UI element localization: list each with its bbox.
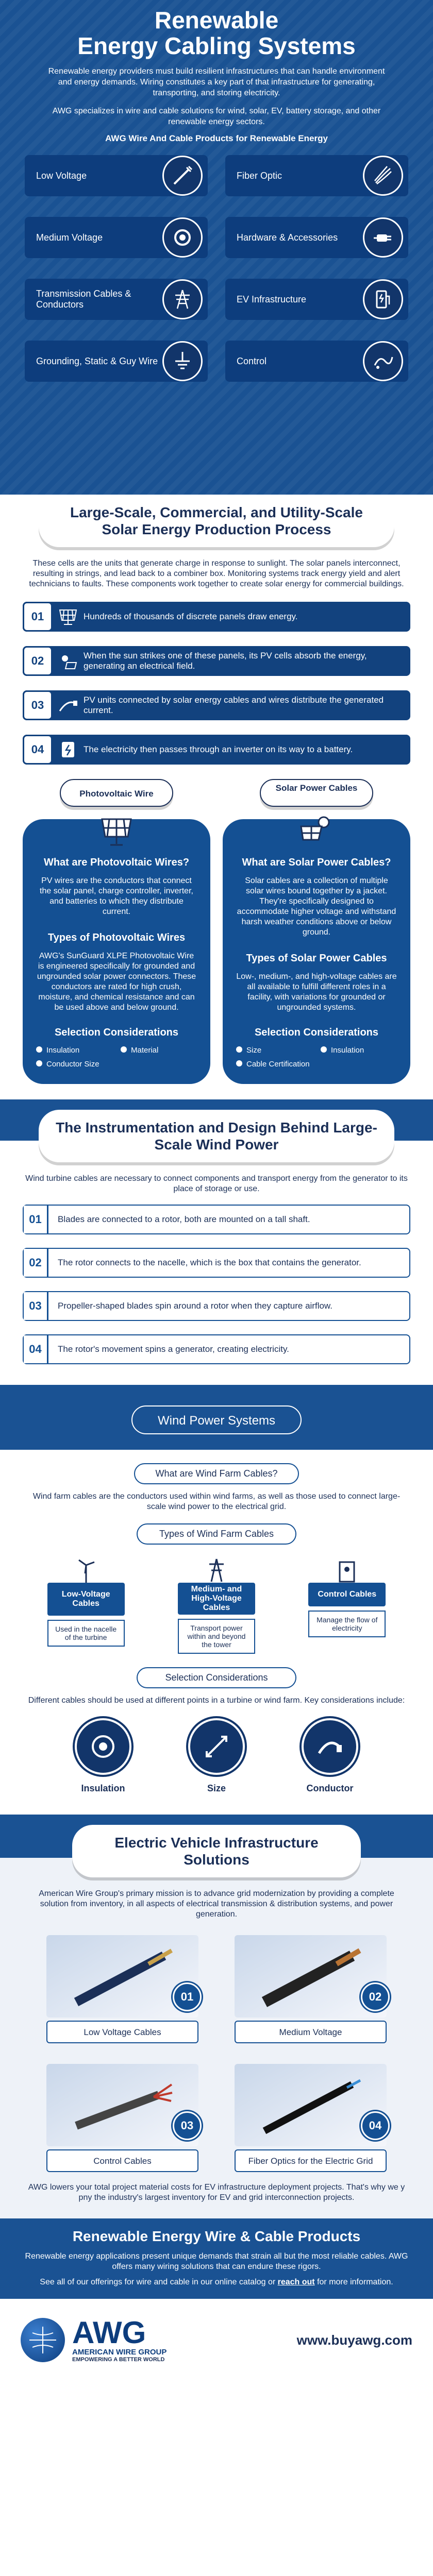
product-transmission[interactable]: Transmission Cables & Conductors [25, 279, 208, 320]
tower-icon [162, 279, 203, 319]
globe-icon [21, 2318, 65, 2362]
plug-icon [363, 217, 403, 258]
product-fiber-optic[interactable]: Fiber Optic [225, 155, 408, 196]
wind-intro: Wind turbine cables are necessary to connect components and transport energy from the generator to its place of storage or use. [25, 1174, 408, 1193]
wind-step: 03 Propeller-shaped blades spin around a rotor when they capture airflow. [23, 1291, 410, 1321]
ground-icon [162, 341, 203, 381]
solar-step: 02 When the sun strikes one of these panels, its PV cells absorb the energy, generating an electrical field. [23, 646, 410, 676]
brand-bar [0, 2299, 433, 2381]
control-panel-icon [308, 1557, 386, 1583]
tower-power-icon [178, 1557, 255, 1583]
ev-item: 04 Fiber Optics for the Electric Grid [235, 2064, 387, 2172]
wind-step: 04 The rotor's movement spins a generator, creating electricity. [23, 1334, 410, 1364]
hero-intro: Renewable energy providers must build resilient infrastructures that can handle environment and energy demands. Wiring constitutes a key part of that infrastructure for generating, transporting, and storing electricity. [48, 67, 385, 97]
solar-cable-card: What are Solar Power Cables? Solar cables are a collection of multiple solar wires bound together by a jacket. They're specifically designed to accommodate higher voltage and withstand harsh weather conditions above or below ground. Types of Solar Power Cables Low-, medium-, and high-voltage cables are all available to fulfill different roles in a facility, with variations for grounded or ungrounded systems. Selection Considerations Size Insulation Cable Certification [223, 819, 410, 1084]
wind-sel-heading: Selection Considerations [137, 1667, 296, 1688]
solar-intro: These cells are the units that generate charge in response to sunlight. The solar panels interconnect, resulting in strings, and lead back to a combiner box. Monitoring systems track energy yield and alert technicians to faults. These components work together to create solar energy for commercial buildings. [29, 559, 404, 588]
wind-step: 01 Blades are connected to a rotor, both are mounted on a tall shaft. [23, 1205, 410, 1234]
product-medium-voltage[interactable]: Medium Voltage [25, 217, 208, 258]
solar-step: 03 PV units connected by solar energy cables and wires distribute the generated current. [23, 690, 410, 720]
pv-selection-list: Insulation Material Conductor Size [36, 1046, 197, 1069]
product-control[interactable]: Control [225, 341, 408, 382]
pv-panel-icon [23, 814, 210, 850]
solar-cable-tag: Solar Power Cables [260, 779, 373, 807]
footer-section [0, 2218, 433, 2299]
ev-item: 02 Medium Voltage [235, 1935, 387, 2043]
ev-grid [0, 1920, 433, 2172]
ev-item: 01 Low Voltage Cables [46, 1935, 198, 2043]
fiber-icon [363, 156, 403, 196]
website-link[interactable]: www.buyawg.com [296, 2332, 412, 2348]
wind-type-card: Control Cables Manage the flow of electricity [308, 1557, 386, 1654]
wire-icon [53, 697, 84, 714]
awg-logo[interactable]: AWG AMERICAN WIRE GROUP EMPOWERING A BETTER WORLD [21, 2318, 166, 2363]
products-heading: AWG Wire And Cable Products for Renewable Energy [105, 133, 328, 143]
wind-section [0, 1099, 433, 1815]
wind-title: The Instrumentation and Design Behind Large-Scale Wind Power [39, 1110, 394, 1162]
wind-types [0, 1545, 433, 1654]
wind-farm-a: Wind farm cables are the conductors used within wind farms, as well as those used to connect large-scale wind power to the electrical grid. [32, 1492, 401, 1511]
wind-sel-intro: Different cables should be used at different points in a turbine or wind farm. Key considerations include: [28, 1696, 405, 1705]
wind-type-card: Low-Voltage Cables Used in the nacelle of the turbine [47, 1557, 125, 1654]
wind-farm-q: What are Wind Farm Cables? [134, 1463, 299, 1484]
insulation-icon [75, 1718, 131, 1775]
product-low-voltage[interactable]: Low Voltage [25, 155, 208, 196]
ev-outro: AWG lowers your total project material costs for EV infrastructure deployment projects. That's why we y pny the industry's largest inventory for EV and grid interconnection projects. [28, 2183, 405, 2202]
inverter-icon [53, 741, 84, 758]
wind-systems-title: Wind Power Systems [131, 1405, 302, 1434]
wind-types-heading: Types of Wind Farm Cables [137, 1523, 296, 1545]
solar-step: 01 Hundreds of thousands of discrete panels draw energy. [23, 602, 410, 632]
charger-icon [363, 279, 403, 319]
reach-out-link[interactable]: reach out [277, 2278, 315, 2286]
page-title: Renewable Energy Cabling Systems [77, 7, 356, 59]
ev-title: Electric Vehicle Infrastructure Solutions [72, 1825, 361, 1877]
footer-title: Renewable Energy Wire & Cable Products [72, 2228, 361, 2244]
sun-panel-icon [223, 814, 410, 850]
pv-wire-tag: Photovoltaic Wire [60, 779, 173, 807]
hero-section [0, 0, 433, 520]
solar-steps [0, 589, 433, 765]
product-hardware[interactable]: Hardware & Accessories [225, 217, 408, 258]
sun-icon [53, 652, 84, 670]
coil-icon [162, 217, 203, 258]
turbine-icon [47, 1557, 125, 1583]
pv-wire-card: What are Photovoltaic Wires? PV wires are the conductors that connect the solar panel, charge controller, inverter, and batteries to which they distribute current. Types of Photovoltaic Wires AWG's SunGuard XLPE Photovoltaic Wire is engineered specifically for grounded and ungrounded solar power connectors. These conductors are rated for high crush, moisture, and chemical resistance and can be used above and below ground. Selection Considerations Insulation Material Conductor Size [23, 819, 210, 1084]
ev-item: 03 Control Cables [46, 2064, 198, 2172]
solar-step: 04 The electricity then passes through an inverter on its way to a battery. [23, 735, 410, 765]
ev-section [0, 1815, 433, 2218]
size-icon [188, 1718, 245, 1775]
product-grid [21, 155, 412, 382]
footer-text: Renewable energy applications present unique demands that strain all but the most reliable cables. AWG offers many wiring solutions that can endure these rigors. [25, 2252, 408, 2271]
solar-cards [0, 779, 433, 1084]
control-icon [363, 341, 403, 381]
solar-title: Large-Scale, Commercial, and Utility-Scale Solar Energy Production Process [39, 495, 394, 547]
product-grounding[interactable]: Grounding, Static & Guy Wire [25, 341, 208, 382]
wind-type-card: Medium- and High-Voltage Cables Transport power within and beyond the tower [178, 1557, 255, 1654]
ev-intro: American Wire Group's primary mission is to advance grid modernization by providing a complete solution from inventory, in all aspects of electrical transmission & distribution systems, and power generation. [39, 1889, 394, 1919]
conductor-icon [302, 1718, 358, 1775]
wind-step: 02 The rotor connects to the nacelle, which is the box that contains the generator. [23, 1248, 410, 1278]
footer-cta: See all of our offerings for wire and cable in our online catalog or reach out for more information. [40, 2278, 393, 2286]
hero-intro-2: AWG specializes in wire and cable solutions for wind, solar, EV, battery storage, and other renewable energy sectors. [52, 107, 381, 126]
pv-wire-column [23, 779, 210, 1084]
wind-sel-items: Insulation Size Conductor [0, 1706, 433, 1815]
solar-panel-icon [53, 608, 84, 625]
solar-section [0, 495, 433, 1099]
solar-cable-column [223, 779, 410, 1084]
solar-selection-list: Size Insulation Cable Certification [236, 1046, 397, 1069]
product-ev[interactable]: EV Infrastructure [225, 279, 408, 320]
cable-icon [162, 156, 203, 196]
